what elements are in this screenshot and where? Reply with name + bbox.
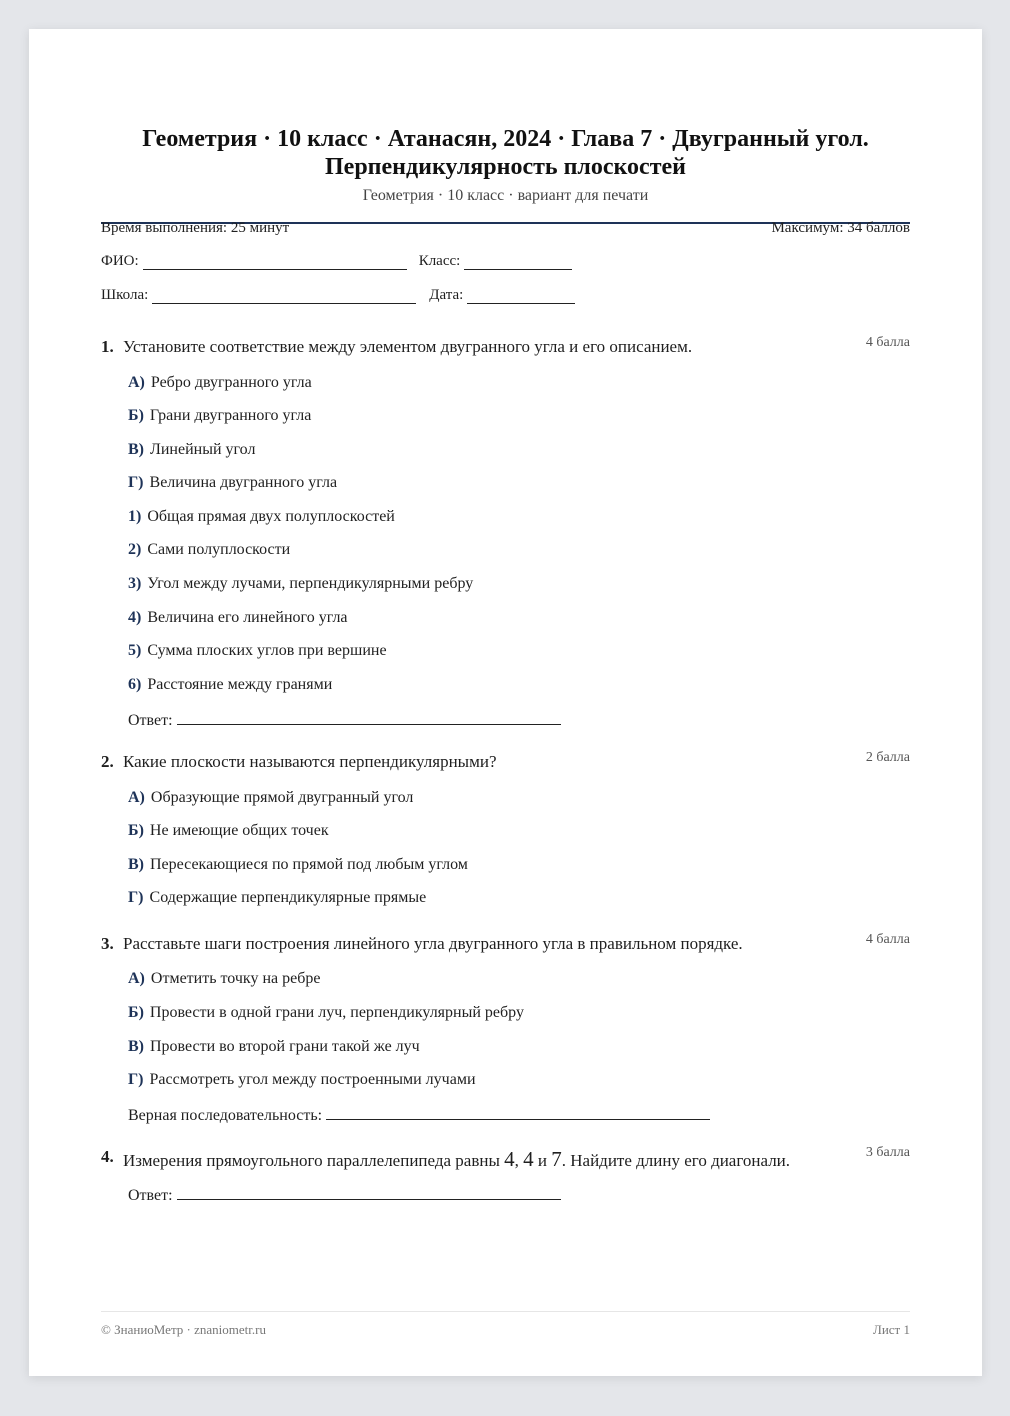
- meta-fio-row: [101, 253, 910, 270]
- time-limit: Время выполнения: 25 минут: [101, 220, 290, 236]
- question-points: 2 балла: [865, 750, 910, 765]
- option-label: Б): [128, 822, 144, 839]
- match-item: [128, 676, 332, 694]
- option-item: [128, 1004, 524, 1022]
- sequence-field[interactable]: [326, 1105, 710, 1120]
- option-label: Г): [128, 889, 144, 906]
- match-label: 2): [128, 541, 142, 558]
- option-label: Г): [128, 1071, 144, 1088]
- class-field[interactable]: [464, 255, 572, 270]
- option-item[interactable]: [128, 889, 426, 907]
- option-label: Б): [128, 407, 144, 424]
- answer-label: Ответ:: [128, 712, 173, 729]
- title-line-2: Перпендикулярность плоскостей: [325, 154, 686, 180]
- option-text: Отметить точку на ребре: [150, 970, 321, 987]
- match-item: [128, 609, 348, 627]
- question-number: 2.: [101, 752, 114, 771]
- option-label: В): [128, 441, 144, 458]
- worksheet-header: [101, 125, 910, 205]
- option-text: Линейный угол: [150, 441, 256, 458]
- question-number: 1.: [101, 337, 114, 356]
- max-score: Максимум: 34 баллов: [771, 220, 910, 236]
- fio-field[interactable]: [143, 255, 407, 270]
- separator: и: [533, 1151, 552, 1170]
- option-label: В): [128, 856, 144, 873]
- question-text: Установите соответствие между элементом двугранного угла и его описанием.: [123, 337, 693, 356]
- question-number: 4.: [101, 1147, 114, 1166]
- option-text: Рассмотреть угол между построенными лучами: [149, 1071, 476, 1088]
- option-item[interactable]: [128, 789, 413, 807]
- option-item: [128, 474, 337, 492]
- question-points: 3 балла: [865, 1145, 910, 1160]
- option-label: Б): [128, 1004, 144, 1021]
- question-text: [123, 1147, 866, 1172]
- option-text: Грани двугранного угла: [149, 407, 312, 424]
- question-4: [101, 1145, 910, 1204]
- match-label: 1): [128, 508, 142, 525]
- match-item: [128, 642, 387, 660]
- match-text: Сами полуплоскости: [147, 541, 291, 558]
- option-item: [128, 1071, 476, 1089]
- question-points: 4 балла: [865, 335, 910, 350]
- option-item: [128, 1038, 420, 1056]
- option-item[interactable]: [128, 822, 329, 840]
- match-text: Угол между лучами, перпендикулярными ребру: [147, 575, 474, 592]
- answer-field[interactable]: [177, 710, 561, 725]
- question-3: [101, 932, 910, 1124]
- dimension-value: 4: [523, 1147, 534, 1171]
- match-item: [128, 541, 290, 559]
- separator: ,: [514, 1151, 524, 1170]
- answer-label: Ответ:: [128, 1187, 173, 1204]
- match-text: Сумма плоских углов при вершине: [147, 642, 387, 659]
- match-item: [128, 508, 395, 526]
- date-field[interactable]: [467, 289, 575, 304]
- option-text: Провести в одной грани луч, перпендикулярный ребру: [149, 1004, 524, 1021]
- answer-field[interactable]: [177, 1185, 561, 1200]
- meta-school-row: [101, 287, 910, 304]
- option-label: А): [128, 789, 145, 806]
- dimension-value: 4: [504, 1147, 515, 1171]
- option-item: [128, 407, 311, 425]
- match-item: [128, 575, 473, 593]
- option-text: Ребро двугранного угла: [150, 374, 312, 391]
- school-label: Школа:: [101, 287, 149, 303]
- match-label: 3): [128, 575, 142, 592]
- match-text: Общая прямая двух полуплоскостей: [147, 508, 395, 525]
- option-label: А): [128, 970, 145, 987]
- match-text: Величина его линейного угла: [147, 609, 348, 626]
- meta-time-row: [101, 220, 910, 237]
- option-item: [128, 441, 255, 459]
- match-label: 4): [128, 609, 142, 626]
- question-2: [101, 750, 910, 906]
- question-number: 3.: [101, 934, 114, 953]
- option-item: [128, 970, 320, 988]
- date-label: Дата:: [429, 287, 464, 303]
- school-field[interactable]: [152, 289, 416, 304]
- page-footer: [101, 1322, 910, 1338]
- answer-row: [128, 1185, 561, 1205]
- option-text: Провести во второй грани такой же луч: [150, 1038, 420, 1055]
- option-text: Не имеющие общих точек: [149, 822, 329, 839]
- option-label: А): [128, 374, 145, 391]
- title-line-1: Геометрия · 10 класс · Атанасян, 2024 · Глава 7 · Двугранный угол.: [142, 126, 869, 152]
- question-1: [101, 335, 910, 729]
- option-item[interactable]: [128, 856, 468, 874]
- option-label: В): [128, 1038, 144, 1055]
- match-label: 6): [128, 676, 142, 693]
- answer-row: [128, 1105, 710, 1125]
- question-points: 4 балла: [865, 932, 910, 947]
- question-text-part: Измерения прямоугольного параллелепипеда равны: [123, 1151, 505, 1170]
- question-text-part: . Найдите длину его диагонали.: [561, 1151, 791, 1170]
- match-text: Расстояние между гранями: [147, 676, 333, 693]
- page-number: Лист 1: [873, 1322, 910, 1337]
- question-text: Какие плоскости называются перпендикулярными?: [123, 752, 497, 771]
- worksheet-subtitle: Геометрия · 10 класс · вариант для печати: [362, 187, 649, 204]
- option-text: Содержащие перпендикулярные прямые: [149, 889, 427, 906]
- footer-copyright[interactable]: © ЗнаниоМетр · znaniometr.ru: [101, 1322, 266, 1337]
- option-text: Образующие прямой двугранный угол: [150, 789, 414, 806]
- option-item: [128, 374, 312, 392]
- answer-row: [128, 710, 561, 730]
- worksheet-page: [29, 29, 982, 1376]
- option-text: Величина двугранного угла: [149, 474, 338, 491]
- footer-divider: [101, 1311, 910, 1312]
- option-label: Г): [128, 474, 144, 491]
- option-text: Пересекающиеся по прямой под любым углом: [150, 856, 468, 873]
- class-label: Класс:: [418, 253, 461, 269]
- worksheet-title: [101, 125, 910, 181]
- sequence-label: Верная последовательность:: [128, 1107, 323, 1124]
- fio-label: ФИО:: [101, 253, 139, 269]
- match-label: 5): [128, 642, 142, 659]
- question-text: Расставьте шаги построения линейного угла двугранного угла в правильном порядке.: [123, 934, 743, 953]
- dimension-value: 7: [551, 1147, 562, 1171]
